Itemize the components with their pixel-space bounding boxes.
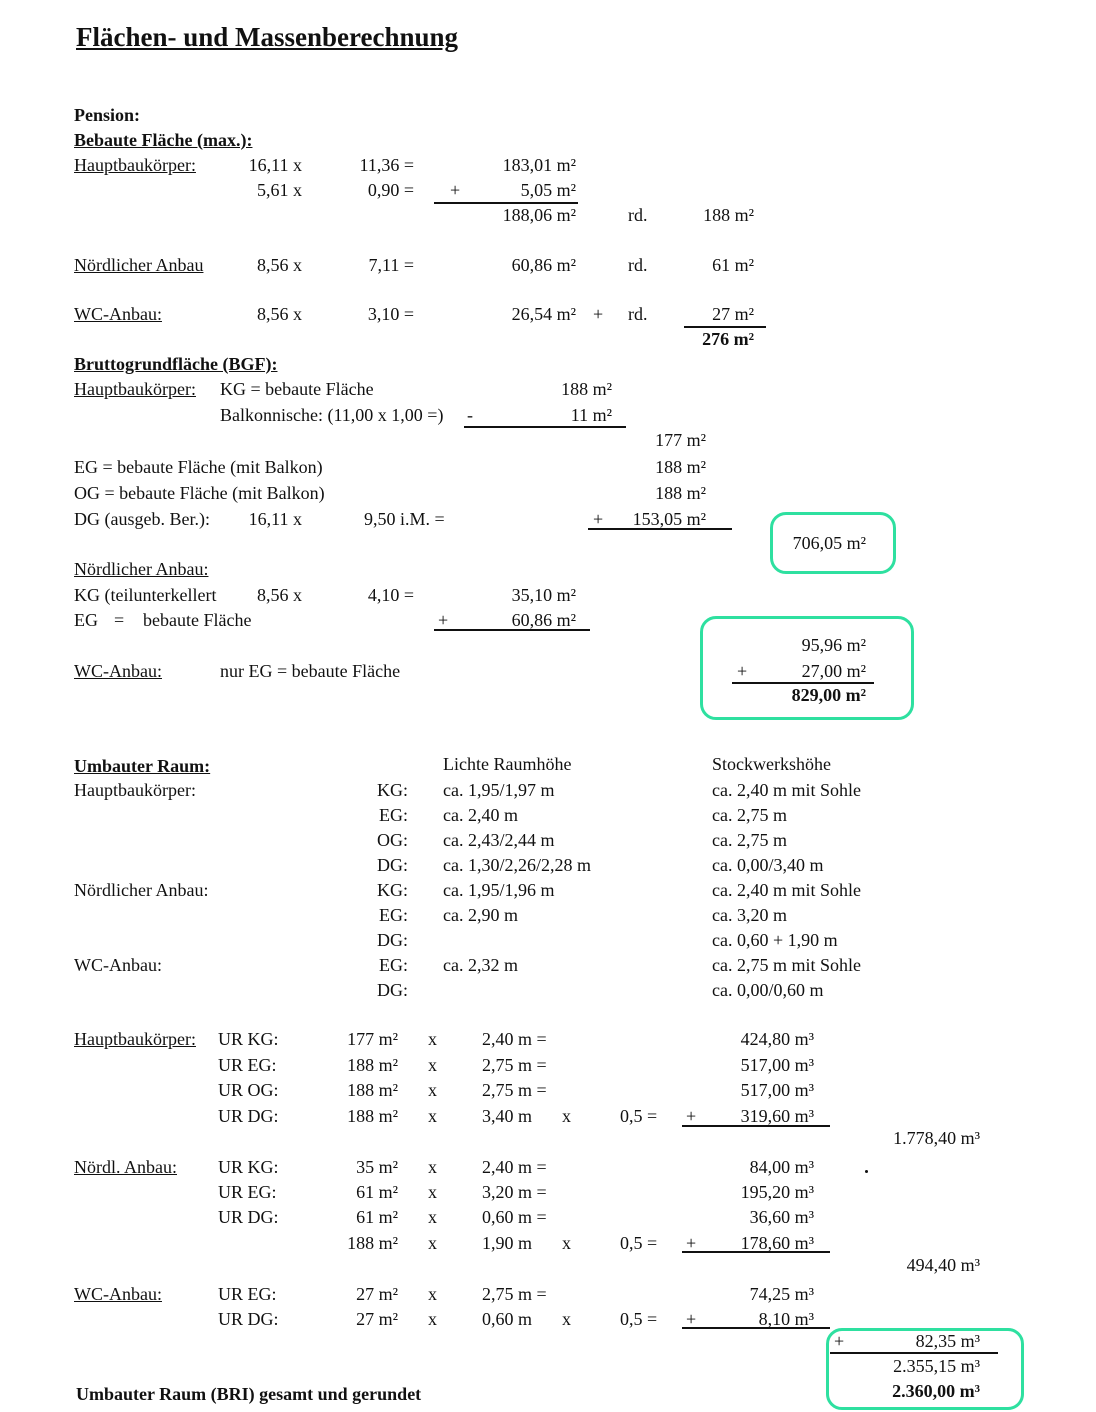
sum-line <box>684 326 766 328</box>
calc-area: 177 m² <box>347 1029 398 1049</box>
ur-stock-value: ca. 0,60 + 1,90 m <box>712 930 838 950</box>
bgf-nord-kg-b: 4,10 = <box>367 585 414 605</box>
bgf-nord-eg-val: 60,86 m² <box>511 610 576 630</box>
bebaut-wc-rounded: 27 m² <box>712 304 754 324</box>
bebaut-haupt-r1-b: 11,36 = <box>359 155 414 175</box>
calc-area: 61 m² <box>356 1182 398 1202</box>
bgf-balkon-text: Balkonnische: (11,00 x 1,00 =) <box>220 405 444 425</box>
calc-result: 8,10 m³ <box>758 1309 814 1329</box>
page-title: Flächen- und Massenberechnung <box>76 22 459 52</box>
bgf-nord-eg-text: EG <box>74 610 98 630</box>
calc-times: x <box>562 1309 571 1329</box>
ur-stock-value: ca. 0,00/0,60 m <box>712 980 824 1000</box>
bebaut-nord-rd: rd. <box>628 255 648 275</box>
bgf-nord-eg-desc: bebaute Fläche <box>143 610 252 630</box>
ur-stock-value: ca. 3,20 m <box>712 905 787 925</box>
calc-nord-label: Nördl. Anbau: <box>74 1157 177 1177</box>
bgf-og-val: 188 m² <box>655 483 706 503</box>
bgf-nord-kg-text: KG (teilunterkellert <box>74 585 217 605</box>
calc-height: 2,40 m = <box>482 1029 547 1049</box>
calc-nord-total: 494,40 m³ <box>906 1255 980 1275</box>
calc-height: 2,40 m = <box>482 1157 547 1177</box>
calc-factor: 0,5 = <box>620 1106 658 1126</box>
calc-bri-total: 2.360,00 m³ <box>892 1381 980 1401</box>
sum-line <box>732 682 874 684</box>
ur-floor-label: OG: <box>377 830 408 850</box>
bgf-balkon-minus: - <box>467 405 473 425</box>
calc-height: 3,20 m = <box>482 1182 547 1202</box>
calc-result: 195,20 m³ <box>740 1182 814 1202</box>
bebaut-haupt-r1-a: 16,11 x <box>248 155 302 175</box>
ur-floor-label: KG: <box>377 780 408 800</box>
bgf-nord-kg-val: 35,10 m² <box>511 585 576 605</box>
bebaut-haupt-r2-b: 0,90 = <box>367 180 414 200</box>
calc-plus: + <box>686 1106 697 1126</box>
ur-floor-label: DG: <box>377 930 408 950</box>
bebaut-nord-rounded: 61 m² <box>712 255 754 275</box>
sum-line <box>682 1251 830 1253</box>
calc-times: x <box>428 1106 437 1126</box>
ur-stock-value: ca. 2,75 m mit Sohle <box>712 955 861 975</box>
bgf-dg-plus: + <box>593 509 604 529</box>
calc-times: x <box>428 1233 437 1253</box>
bebaut-haupt-r1-c: 183,01 m² <box>502 155 576 175</box>
ur-floor-label: EG: <box>379 905 408 925</box>
calc-area: 35 m² <box>356 1157 398 1177</box>
sum-line <box>434 629 590 631</box>
calc-times: x <box>428 1029 437 1049</box>
bebaut-wc-label: WC-Anbau: <box>74 304 162 324</box>
ur-col-lichte: Lichte Raumhöhe <box>443 754 572 774</box>
calc-plus: + <box>686 1309 697 1329</box>
calc-ur-label: UR KG: <box>218 1157 279 1177</box>
ur-floor-label: KG: <box>377 880 408 900</box>
bebaut-haupt-rounded: 188 m² <box>703 205 754 225</box>
calc-height: 1,90 m <box>482 1233 533 1253</box>
bgf-grand-total: 829,00 m² <box>791 685 866 705</box>
bgf-heading: Bruttogrundfläche (BGF): <box>74 354 278 374</box>
calc-times: x <box>428 1080 437 1100</box>
calc-area: 188 m² <box>347 1233 398 1253</box>
ur-stock-value: ca. 2,40 m mit Sohle <box>712 780 861 800</box>
calc-wc-label: WC-Anbau: <box>74 1284 162 1304</box>
ur-stock-value: ca. 2,75 m <box>712 805 787 825</box>
sum-line <box>588 528 732 530</box>
bebaut-haupt-sum: 188,06 m² <box>502 205 576 225</box>
bgf-nord-total: 95,96 m² <box>801 635 866 655</box>
bgf-kg-val: 188 m² <box>561 379 612 399</box>
bgf-wc-text: nur EG = bebaute Fläche <box>220 661 401 681</box>
bgf-haupt-label: Hauptbaukörper: <box>74 379 196 399</box>
calc-wc-total: 82,35 m³ <box>915 1331 980 1351</box>
calc-height: 2,75 m = <box>482 1055 547 1075</box>
sum-line <box>682 1125 830 1127</box>
ur-lichte-value: ca. 2,90 m <box>443 905 518 925</box>
calc-times: x <box>562 1233 571 1253</box>
ur-lichte-value: ca. 2,40 m <box>443 805 518 825</box>
calc-height: 0,60 m = <box>482 1207 547 1227</box>
bgf-nord-eg-eq: = <box>114 610 125 630</box>
bgf-haupt-total: 706,05 m² <box>792 533 866 553</box>
bebaute-flaeche-heading: Bebaute Fläche (max.): <box>74 130 253 150</box>
ur-group-label: Hauptbaukörper: <box>74 780 196 800</box>
bebaut-haupt-r2-c: 5,05 m² <box>520 180 576 200</box>
calc-ur-label: UR DG: <box>218 1309 279 1329</box>
bgf-nord-label: Nördlicher Anbau: <box>74 559 209 579</box>
calc-result: 517,00 m³ <box>740 1055 814 1075</box>
bebaut-haupt-rd: rd. <box>628 205 648 225</box>
bebaut-nord-label: Nördlicher Anbau <box>74 255 204 275</box>
calc-height: 0,60 m <box>482 1309 533 1329</box>
ur-stock-value: ca. 0,00/3,40 m <box>712 855 824 875</box>
bebaut-nord-c: 60,86 m² <box>511 255 576 275</box>
calc-height: 3,40 m <box>482 1106 533 1126</box>
bgf-kg-text: KG = bebaute Fläche <box>220 379 374 399</box>
calc-result: 36,60 m³ <box>749 1207 814 1227</box>
calc-result: 84,00 m³ <box>749 1157 814 1177</box>
bebaut-total: 276 m² <box>702 329 754 349</box>
bgf-nord-kg-a: 8,56 x <box>257 585 302 605</box>
calc-times: x <box>428 1309 437 1329</box>
ur-lichte-value: ca. 1,95/1,96 m <box>443 880 555 900</box>
bgf-wc-label: WC-Anbau: <box>74 661 162 681</box>
calc-ur-label: UR DG: <box>218 1106 279 1126</box>
sum-line <box>434 202 578 204</box>
bgf-eg-val: 188 m² <box>655 457 706 477</box>
bebaut-wc-rd: rd. <box>628 304 648 324</box>
calc-ur-label: UR EG: <box>218 1284 277 1304</box>
bgf-nord-eg-plus: + <box>438 610 449 630</box>
calc-bri-label: Umbauter Raum (BRI) gesamt und gerundet <box>76 1384 422 1404</box>
bgf-dg-val: 153,05 m² <box>632 509 706 529</box>
calc-ur-label: UR EG: <box>218 1055 277 1075</box>
calc-height: 2,75 m = <box>482 1080 547 1100</box>
calc-result: 319,60 m³ <box>740 1106 814 1126</box>
calc-result: 517,00 m³ <box>740 1080 814 1100</box>
ur-lichte-value: ca. 1,95/1,97 m <box>443 780 555 800</box>
calc-area: 27 m² <box>356 1284 398 1304</box>
calc-area: 188 m² <box>347 1080 398 1100</box>
calc-haupt-label: Hauptbaukörper: <box>74 1029 196 1049</box>
ur-floor-label: DG: <box>377 980 408 1000</box>
calc-ur-label: UR DG: <box>218 1207 279 1227</box>
calc-result: 178,60 m³ <box>740 1233 814 1253</box>
ur-lichte-value: ca. 1,30/2,26/2,28 m <box>443 855 591 875</box>
bgf-wc-val: 27,00 m² <box>801 661 866 681</box>
ur-lichte-value: ca. 2,32 m <box>443 955 518 975</box>
stray-dot <box>865 1170 868 1173</box>
calc-times: x <box>428 1182 437 1202</box>
calc-area: 61 m² <box>356 1207 398 1227</box>
bebaut-wc-plus: + <box>593 304 604 324</box>
bebaut-wc-a: 8,56 x <box>257 304 302 324</box>
ur-group-label: Nördlicher Anbau: <box>74 880 209 900</box>
calc-times: x <box>428 1284 437 1304</box>
calc-height: 2,75 m = <box>482 1284 547 1304</box>
ur-group-label: WC-Anbau: <box>74 955 162 975</box>
calc-area: 188 m² <box>347 1106 398 1126</box>
calc-times: x <box>428 1207 437 1227</box>
bebaut-wc-c: 26,54 m² <box>511 304 576 324</box>
calc-haupt-total: 1.778,40 m³ <box>893 1128 980 1148</box>
calc-times: x <box>562 1106 571 1126</box>
ur-stock-value: ca. 2,40 m mit Sohle <box>712 880 861 900</box>
bebaut-haupt-r2-plus: + <box>450 180 461 200</box>
calc-factor: 0,5 = <box>620 1233 658 1253</box>
bgf-balkon-val: 11 m² <box>570 405 612 425</box>
calc-times: x <box>428 1157 437 1177</box>
calc-ur-label: UR OG: <box>218 1080 279 1100</box>
bgf-dg-b: 9,50 i.M. = <box>364 509 445 529</box>
bgf-wc-plus: + <box>737 661 748 681</box>
bebaut-wc-b: 3,10 = <box>367 304 414 324</box>
calc-ur-label: UR KG: <box>218 1029 279 1049</box>
ur-floor-label: DG: <box>377 855 408 875</box>
bgf-dg-a: 16,11 x <box>248 509 302 529</box>
ur-lichte-value: ca. 2,43/2,44 m <box>443 830 555 850</box>
bebaut-haupt-r2-a: 5,61 x <box>257 180 302 200</box>
bgf-og-text: OG = bebaute Fläche (mit Balkon) <box>74 483 325 503</box>
section-label-pension: Pension: <box>74 105 141 125</box>
sum-line <box>464 426 626 428</box>
calc-wc-plus: + <box>834 1331 845 1351</box>
ur-floor-label: EG: <box>379 805 408 825</box>
calc-area: 27 m² <box>356 1309 398 1329</box>
sum-line <box>830 1352 998 1354</box>
bebaut-nord-a: 8,56 x <box>257 255 302 275</box>
bgf-eg-text: EG = bebaute Fläche (mit Balkon) <box>74 457 323 477</box>
bgf-kg-net: 177 m² <box>655 430 706 450</box>
calc-sum: 2.355,15 m³ <box>893 1356 980 1376</box>
bebaut-nord-b: 7,11 = <box>368 255 414 275</box>
sum-line <box>682 1327 830 1329</box>
ur-stock-value: ca. 2,75 m <box>712 830 787 850</box>
bebaut-haupt-label: Hauptbaukörper: <box>74 155 196 175</box>
calc-ur-label: UR EG: <box>218 1182 277 1202</box>
calc-times: x <box>428 1055 437 1075</box>
ur-floor-label: EG: <box>379 955 408 975</box>
calc-area: 188 m² <box>347 1055 398 1075</box>
ur-heading: Umbauter Raum: <box>74 756 211 776</box>
ur-col-stock: Stockwerkshöhe <box>712 754 831 774</box>
calc-result: 424,80 m³ <box>740 1029 814 1049</box>
bgf-dg-text: DG (ausgeb. Ber.): <box>74 509 210 529</box>
calc-result: 74,25 m³ <box>749 1284 814 1304</box>
calc-plus: + <box>686 1233 697 1253</box>
calc-factor: 0,5 = <box>620 1309 658 1329</box>
